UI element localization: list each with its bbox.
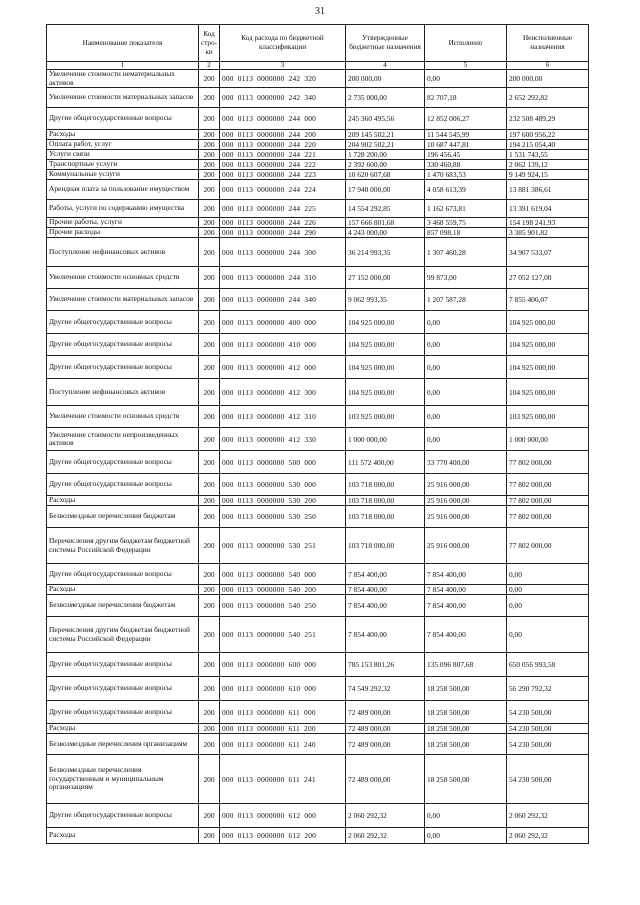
cell-line-code: 200: [199, 70, 220, 88]
cell-unexecuted: 1 531 743,55: [507, 150, 589, 160]
cell-approved: 104 925 000,00: [346, 311, 425, 334]
cell-name: Оплата работ, услуг: [47, 140, 199, 150]
cell-approved: 10 620 607,68: [346, 170, 425, 180]
cell-approved: 104 925 000,00: [346, 334, 425, 356]
cell-approved: 4 243 000,00: [346, 228, 425, 238]
cell-executed: 3 468 559,75: [425, 218, 507, 228]
cell-unexecuted: 77 802 000,00: [507, 474, 589, 496]
cell-line-code: 200: [199, 379, 220, 406]
cell-line-code: 200: [199, 180, 220, 200]
cell-name: Другие общегосударственные вопросы: [47, 356, 199, 379]
cell-expense-code: 000 0113 0000000 400 000: [220, 311, 346, 334]
cell-line-code: 200: [199, 451, 220, 474]
cell-unexecuted: 54 230 500,00: [507, 724, 589, 734]
table-row: [47, 218, 589, 228]
cell-executed: 4 058 613,39: [425, 180, 507, 200]
cell-unexecuted: 103 925 000,00: [507, 406, 589, 428]
cell-name: Безвозмездные перечисления бюджетам: [47, 595, 199, 617]
cell-line-code: 200: [199, 140, 220, 150]
cell-approved: 111 572 400,00: [346, 451, 425, 474]
header-executed: Исполнено: [425, 25, 507, 62]
cell-unexecuted: 77 802 000,00: [507, 451, 589, 474]
table-header-row: [47, 25, 589, 62]
cell-expense-code: 000 0113 0000000 244 340: [220, 289, 346, 311]
cell-name: Прочие расходы: [47, 228, 199, 238]
cell-approved: 104 925 000,00: [346, 379, 425, 406]
cell-expense-code: 000 0113 0000000 244 300: [220, 238, 346, 267]
cell-approved: 2 060 292,32: [346, 828, 425, 844]
header-line-code: Код стро-ки: [199, 25, 220, 62]
cell-approved: 245 360 495,56: [346, 108, 425, 130]
cell-name: Другие общегосударственные вопросы: [47, 804, 199, 828]
cell-expense-code: 000 0113 0000000 410 000: [220, 334, 346, 356]
table-row: [47, 130, 589, 140]
table-row: [47, 356, 589, 379]
cell-line-code: 200: [199, 311, 220, 334]
cell-name: Поступление нефинансовых активов: [47, 238, 199, 267]
cell-executed: 7 854 400,00: [425, 595, 507, 617]
cell-name: Перечисления другим бюджетам бюджетной системы Российской Федерации: [47, 617, 199, 653]
cell-unexecuted: 1 000 000,00: [507, 428, 589, 451]
table-row: [47, 506, 589, 528]
cell-line-code: 200: [199, 150, 220, 160]
cell-expense-code: 000 0113 0000000 244 226: [220, 218, 346, 228]
cell-unexecuted: 154 198 241,93: [507, 218, 589, 228]
cell-unexecuted: 104 925 000,00: [507, 379, 589, 406]
cell-approved: 9 062 993,35: [346, 289, 425, 311]
cell-name: Поступление нефинансовых активов: [47, 379, 199, 406]
table-row: [47, 334, 589, 356]
column-number: 5: [425, 62, 507, 70]
cell-name: Безвозмездные перечисления бюджетам: [47, 506, 199, 528]
column-number: 6: [507, 62, 589, 70]
cell-executed: 18 258 500,00: [425, 755, 507, 804]
cell-approved: 27 152 000,00: [346, 267, 425, 289]
column-number: 1: [47, 62, 199, 70]
cell-unexecuted: 200 000,00: [507, 70, 589, 88]
column-number: 3: [220, 62, 346, 70]
cell-unexecuted: 197 600 956,22: [507, 130, 589, 140]
cell-unexecuted: 54 230 500,00: [507, 701, 589, 724]
cell-executed: 33 770 400,00: [425, 451, 507, 474]
table-row: [47, 496, 589, 506]
cell-executed: 18 258 500,00: [425, 701, 507, 724]
cell-executed: 0,00: [425, 334, 507, 356]
cell-name: Работы, услуги по содержанию имущества: [47, 200, 199, 218]
table-row: [47, 289, 589, 311]
cell-unexecuted: 104 925 000,00: [507, 334, 589, 356]
table-row: [47, 734, 589, 755]
cell-name: Другие общегосударственные вопросы: [47, 451, 199, 474]
cell-unexecuted: 7 855 406,07: [507, 289, 589, 311]
table-row: [47, 170, 589, 180]
cell-line-code: 200: [199, 428, 220, 451]
table-row: [47, 755, 589, 804]
table-row: [47, 160, 589, 170]
cell-approved: 74 549 292,32: [346, 677, 425, 701]
cell-approved: 2 060 292,32: [346, 804, 425, 828]
cell-expense-code: 000 0113 0000000 244 290: [220, 228, 346, 238]
cell-approved: 104 925 000,00: [346, 356, 425, 379]
cell-name: Увеличение стоимости материальных запасов: [47, 88, 199, 108]
cell-expense-code: 000 0113 0000000 611 241: [220, 755, 346, 804]
cell-expense-code: 000 0113 0000000 612 000: [220, 804, 346, 828]
cell-line-code: 200: [199, 724, 220, 734]
table-row: [47, 701, 589, 724]
table-row: [47, 451, 589, 474]
cell-approved: 72 489 000,00: [346, 755, 425, 804]
cell-approved: 1 728 200,00: [346, 150, 425, 160]
page-number: 31: [315, 6, 325, 17]
column-number: 4: [346, 62, 425, 70]
cell-executed: 12 852 006,27: [425, 108, 507, 130]
cell-name: Коммунальные услуги: [47, 170, 199, 180]
cell-unexecuted: 104 925 000,00: [507, 311, 589, 334]
cell-executed: 11 544 545,99: [425, 130, 507, 140]
cell-unexecuted: 9 149 924,15: [507, 170, 589, 180]
table-row: [47, 474, 589, 496]
cell-unexecuted: 0,00: [507, 585, 589, 595]
table-row: [47, 267, 589, 289]
cell-expense-code: 000 0113 0000000 244 224: [220, 180, 346, 200]
cell-approved: 7 854 400,00: [346, 595, 425, 617]
cell-approved: 17 940 000,00: [346, 180, 425, 200]
cell-expense-code: 000 0113 0000000 530 251: [220, 528, 346, 564]
cell-expense-code: 000 0113 0000000 611 200: [220, 724, 346, 734]
cell-line-code: 200: [199, 828, 220, 844]
cell-name: Увеличение стоимости нематериальных активов: [47, 70, 199, 88]
cell-expense-code: 000 0113 0000000 530 250: [220, 506, 346, 528]
cell-expense-code: 000 0113 0000000 244 225: [220, 200, 346, 218]
cell-unexecuted: 0,00: [507, 617, 589, 653]
cell-expense-code: 000 0113 0000000 540 000: [220, 564, 346, 585]
cell-approved: 103 718 000,00: [346, 506, 425, 528]
budget-execution-table: [46, 24, 589, 844]
cell-executed: 135 096 807,68: [425, 653, 507, 677]
cell-unexecuted: 54 230 500,00: [507, 755, 589, 804]
cell-unexecuted: 77 802 000,00: [507, 506, 589, 528]
cell-expense-code: 000 0113 0000000 412 330: [220, 428, 346, 451]
cell-approved: 72 489 000,00: [346, 724, 425, 734]
cell-line-code: 200: [199, 734, 220, 755]
cell-approved: 785 153 801,26: [346, 653, 425, 677]
cell-line-code: 200: [199, 267, 220, 289]
cell-executed: 25 916 000,00: [425, 506, 507, 528]
table-row: [47, 804, 589, 828]
cell-executed: 1 162 673,81: [425, 200, 507, 218]
cell-unexecuted: 3 385 901,82: [507, 228, 589, 238]
cell-expense-code: 000 0113 0000000 412 300: [220, 379, 346, 406]
column-number-row: [47, 62, 589, 70]
header-approved: Утвержденные бюджетные назначения: [346, 25, 425, 62]
cell-name: Расходы: [47, 585, 199, 595]
cell-unexecuted: 13 391 619,04: [507, 200, 589, 218]
cell-line-code: 200: [199, 677, 220, 701]
cell-unexecuted: 13 881 386,61: [507, 180, 589, 200]
cell-executed: 0,00: [425, 356, 507, 379]
cell-approved: 204 902 502,21: [346, 140, 425, 150]
cell-unexecuted: 77 802 000,00: [507, 496, 589, 506]
cell-expense-code: 000 0113 0000000 244 200: [220, 130, 346, 140]
cell-expense-code: 000 0113 0000000 612 200: [220, 828, 346, 844]
cell-approved: 36 214 993,35: [346, 238, 425, 267]
table-row: [47, 724, 589, 734]
cell-name: Безвозмездные перечисления государственным и муниципальным организациям: [47, 755, 199, 804]
table-row: [47, 180, 589, 200]
cell-name: Расходы: [47, 724, 199, 734]
cell-executed: 82 707,18: [425, 88, 507, 108]
table-row: [47, 653, 589, 677]
cell-executed: 0,00: [425, 379, 507, 406]
cell-approved: 2 392 600,00: [346, 160, 425, 170]
cell-line-code: 200: [199, 160, 220, 170]
cell-line-code: 200: [199, 130, 220, 140]
cell-executed: 1 470 683,53: [425, 170, 507, 180]
cell-approved: 72 489 000,00: [346, 734, 425, 755]
cell-executed: 1 307 460,28: [425, 238, 507, 267]
cell-executed: 0,00: [425, 311, 507, 334]
cell-line-code: 200: [199, 804, 220, 828]
cell-name: Другие общегосударственные вопросы: [47, 334, 199, 356]
cell-name: Расходы: [47, 130, 199, 140]
cell-approved: 209 145 502,21: [346, 130, 425, 140]
cell-unexecuted: 0,00: [507, 595, 589, 617]
cell-line-code: 200: [199, 356, 220, 379]
cell-approved: 103 718 000,00: [346, 528, 425, 564]
cell-expense-code: 000 0113 0000000 500 000: [220, 451, 346, 474]
cell-name: Другие общегосударственные вопросы: [47, 677, 199, 701]
cell-unexecuted: 54 230 500,00: [507, 734, 589, 755]
cell-name: Другие общегосударственные вопросы: [47, 108, 199, 130]
cell-expense-code: 000 0113 0000000 244 000: [220, 108, 346, 130]
cell-executed: 7 854 400,00: [425, 617, 507, 653]
cell-executed: 857 098,18: [425, 228, 507, 238]
table-row: [47, 528, 589, 564]
cell-unexecuted: 0,00: [507, 564, 589, 585]
cell-line-code: 200: [199, 653, 220, 677]
cell-approved: 7 854 400,00: [346, 585, 425, 595]
cell-name: Увеличение стоимости основных средств: [47, 406, 199, 428]
table-row: [47, 108, 589, 130]
cell-approved: 2 735 000,00: [346, 88, 425, 108]
cell-unexecuted: 2 652 292,82: [507, 88, 589, 108]
cell-approved: 14 554 292,85: [346, 200, 425, 218]
cell-approved: 103 925 000,00: [346, 406, 425, 428]
cell-expense-code: 000 0113 0000000 244 223: [220, 170, 346, 180]
cell-expense-code: 000 0113 0000000 244 221: [220, 150, 346, 160]
cell-line-code: 200: [199, 218, 220, 228]
cell-unexecuted: 2 060 292,32: [507, 828, 589, 844]
table-row: [47, 150, 589, 160]
cell-unexecuted: 34 907 533,07: [507, 238, 589, 267]
cell-name: Другие общегосударственные вопросы: [47, 701, 199, 724]
cell-approved: 7 854 400,00: [346, 617, 425, 653]
table-row: [47, 311, 589, 334]
cell-line-code: 200: [199, 238, 220, 267]
cell-unexecuted: 77 802 000,00: [507, 528, 589, 564]
table-row: [47, 617, 589, 653]
cell-line-code: 200: [199, 474, 220, 496]
cell-unexecuted: 56 290 792,32: [507, 677, 589, 701]
cell-unexecuted: 650 056 993,58: [507, 653, 589, 677]
cell-line-code: 200: [199, 228, 220, 238]
cell-name: Другие общегосударственные вопросы: [47, 653, 199, 677]
cell-executed: 0,00: [425, 406, 507, 428]
cell-line-code: 200: [199, 585, 220, 595]
table-row: [47, 428, 589, 451]
cell-approved: 157 666 801,68: [346, 218, 425, 228]
cell-expense-code: 000 0113 0000000 540 250: [220, 595, 346, 617]
header-name: Наименование показателя: [47, 25, 199, 62]
table-row: [47, 379, 589, 406]
cell-expense-code: 000 0113 0000000 244 220: [220, 140, 346, 150]
table-row: [47, 828, 589, 844]
cell-name: Безвозмездные перечисления организациям: [47, 734, 199, 755]
cell-line-code: 200: [199, 289, 220, 311]
cell-executed: 18 258 500,00: [425, 734, 507, 755]
cell-name: Перечисления другим бюджетам бюджетной системы Российской Федерации: [47, 528, 199, 564]
table-row: [47, 140, 589, 150]
cell-expense-code: 000 0113 0000000 244 310: [220, 267, 346, 289]
cell-expense-code: 000 0113 0000000 611 000: [220, 701, 346, 724]
cell-line-code: 200: [199, 496, 220, 506]
cell-executed: 0,00: [425, 428, 507, 451]
cell-name: Услуги связи: [47, 150, 199, 160]
cell-name: Расходы: [47, 828, 199, 844]
cell-expense-code: 000 0113 0000000 610 000: [220, 677, 346, 701]
cell-expense-code: 000 0113 0000000 244 222: [220, 160, 346, 170]
cell-line-code: 200: [199, 701, 220, 724]
cell-line-code: 200: [199, 88, 220, 108]
cell-executed: 0,00: [425, 804, 507, 828]
cell-name: Увеличение стоимости основных средств: [47, 267, 199, 289]
cell-executed: 25 916 000,00: [425, 474, 507, 496]
cell-approved: 103 718 000,00: [346, 496, 425, 506]
table-row: [47, 200, 589, 218]
cell-expense-code: 000 0113 0000000 242 320: [220, 70, 346, 88]
cell-expense-code: 000 0113 0000000 600 000: [220, 653, 346, 677]
column-number: 2: [199, 62, 220, 70]
cell-executed: 7 854 400,00: [425, 585, 507, 595]
cell-expense-code: 000 0113 0000000 540 251: [220, 617, 346, 653]
cell-unexecuted: 27 052 127,00: [507, 267, 589, 289]
cell-approved: 1 000 000,00: [346, 428, 425, 451]
table-body: [47, 70, 589, 844]
cell-line-code: 200: [199, 755, 220, 804]
cell-name: Другие общегосударственные вопросы: [47, 311, 199, 334]
cell-approved: 200 000,00: [346, 70, 425, 88]
cell-unexecuted: 2 062 139,12: [507, 160, 589, 170]
cell-expense-code: 000 0113 0000000 530 000: [220, 474, 346, 496]
cell-executed: 0,00: [425, 828, 507, 844]
cell-line-code: 200: [199, 170, 220, 180]
cell-name: Увеличение стоимости материальных запасов: [47, 289, 199, 311]
cell-approved: 72 489 000,00: [346, 701, 425, 724]
cell-executed: 7 854 400,00: [425, 564, 507, 585]
cell-name: Прочие работы, услуги: [47, 218, 199, 228]
cell-unexecuted: 2 060 292,32: [507, 804, 589, 828]
cell-executed: 196 456,45: [425, 150, 507, 160]
table-row: [47, 88, 589, 108]
cell-executed: 10 687 447,81: [425, 140, 507, 150]
cell-approved: 7 854 400,00: [346, 564, 425, 585]
cell-unexecuted: 232 508 489,29: [507, 108, 589, 130]
cell-expense-code: 000 0113 0000000 540 200: [220, 585, 346, 595]
cell-expense-code: 000 0113 0000000 242 340: [220, 88, 346, 108]
header-expense-code: Код расхода по бюджетной классификации: [220, 25, 346, 62]
cell-expense-code: 000 0113 0000000 530 200: [220, 496, 346, 506]
cell-executed: 18 258 500,00: [425, 677, 507, 701]
cell-unexecuted: 104 925 000,00: [507, 356, 589, 379]
cell-name: Другие общегосударственные вопросы: [47, 474, 199, 496]
cell-executed: 330 460,88: [425, 160, 507, 170]
cell-executed: 99 873,00: [425, 267, 507, 289]
cell-name: Транспортные услуги: [47, 160, 199, 170]
cell-name: Другие общегосударственные вопросы: [47, 564, 199, 585]
table-row: [47, 677, 589, 701]
cell-executed: 25 916 000,00: [425, 496, 507, 506]
cell-name: Расходы: [47, 496, 199, 506]
cell-expense-code: 000 0113 0000000 611 240: [220, 734, 346, 755]
cell-line-code: 200: [199, 506, 220, 528]
cell-approved: 103 718 000,00: [346, 474, 425, 496]
cell-line-code: 200: [199, 564, 220, 585]
cell-name: Увеличение стоимости непроизведенных активов: [47, 428, 199, 451]
cell-executed: 25 916 000,00: [425, 528, 507, 564]
table-row: [47, 238, 589, 267]
cell-unexecuted: 194 215 054,40: [507, 140, 589, 150]
table-row: [47, 564, 589, 585]
table-row: [47, 585, 589, 595]
table-row: [47, 228, 589, 238]
cell-line-code: 200: [199, 528, 220, 564]
cell-line-code: 200: [199, 406, 220, 428]
table-row: [47, 70, 589, 88]
cell-executed: 18 258 500,00: [425, 724, 507, 734]
cell-name: Арендная плата за пользование имуществом: [47, 180, 199, 200]
cell-executed: 1 207 587,28: [425, 289, 507, 311]
cell-expense-code: 000 0113 0000000 412 310: [220, 406, 346, 428]
table-row: [47, 406, 589, 428]
cell-executed: 0,00: [425, 70, 507, 88]
header-unexecuted: Неисполненные назначения: [507, 25, 589, 62]
cell-expense-code: 000 0113 0000000 412 000: [220, 356, 346, 379]
cell-line-code: 200: [199, 595, 220, 617]
cell-line-code: 200: [199, 617, 220, 653]
cell-line-code: 200: [199, 200, 220, 218]
table-row: [47, 595, 589, 617]
cell-line-code: 200: [199, 108, 220, 130]
cell-line-code: 200: [199, 334, 220, 356]
